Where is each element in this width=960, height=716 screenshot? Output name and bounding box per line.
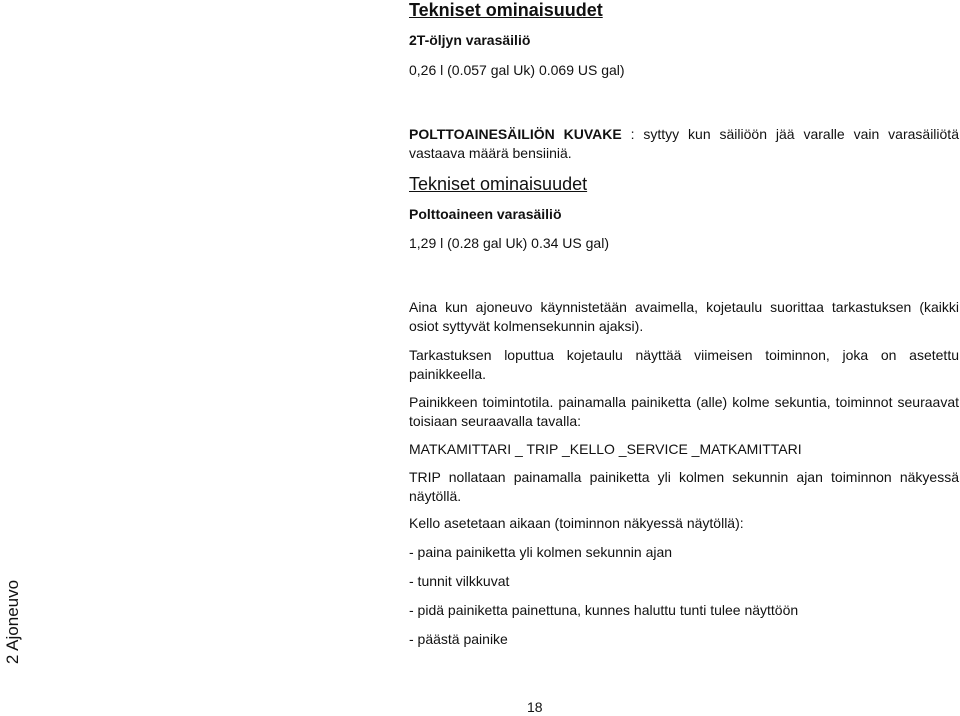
fuel-icon-term: POLTTOAINESÄILIÖN KUVAKE [409, 126, 622, 142]
startup-check-paragraph: Aina kun ajoneuvo käynnistetään avaimella, kojetaulu suorittaa tarkastuksen (kaikki osiot syttyvät kolmensekunnin ajaksi). [409, 299, 959, 334]
button-function-paragraph: Painikkeen toimintotila. painamalla painiketta (alle) kolme sekuntia, toiminnot seuraavat toisiaan seuraavalla tavalla: [409, 394, 959, 429]
fuel-icon-note [409, 125, 959, 163]
after-check-paragraph: Tarkastuksen loputtua kojetaulu näyttää viimeisen toiminnon, joka on asetettu painikkeella. [409, 347, 959, 382]
oil-tank-capacity: 0,26 l (0.057 gal Uk) 0.069 US gal) [409, 62, 625, 78]
section-heading-fuel: Tekniset ominaisuudet [409, 174, 588, 194]
page-number: 18 [527, 699, 543, 715]
step-item: - pidä painiketta painettuna, kunnes haluttu tunti tulee näyttöön [409, 602, 799, 618]
oil-tank-subheading: 2T-öljyn varasäiliö [409, 32, 531, 48]
fuel-reserve-capacity: 1,29 l (0.28 gal Uk) 0.34 US gal) [409, 235, 609, 251]
step-item: - päästä painike [409, 631, 508, 647]
step-item: - paina painiketta yli kolmen sekunnin ajan [409, 544, 673, 560]
fuel-reserve-subheading: Polttoaineen varasäiliö [409, 206, 562, 222]
function-sequence: MATKAMITTARI _ TRIP _KELLO _SERVICE _MATKAMITTARI [409, 441, 802, 457]
step-item: - tunnit vilkkuvat [409, 573, 510, 589]
chapter-side-tab-label: 2 Ajoneuvo [3, 579, 22, 665]
fuel-icon-text: : syttyy kun säiliöön jää varalle vain varasäiliötä vastaava määrä bensiiniä. [409, 126, 959, 161]
clock-setting-intro: Kello asetetaan aikaan (toiminnon näkyessä näytöllä): [409, 515, 744, 531]
trip-reset-paragraph: TRIP nollataan painamalla painiketta yli kolmen sekunnin ajan toiminnon näkyessä näytöllä. [409, 469, 959, 504]
section-heading-oil: Tekniset ominaisuudet [409, 0, 603, 20]
chapter-side-tab [0, 560, 26, 684]
